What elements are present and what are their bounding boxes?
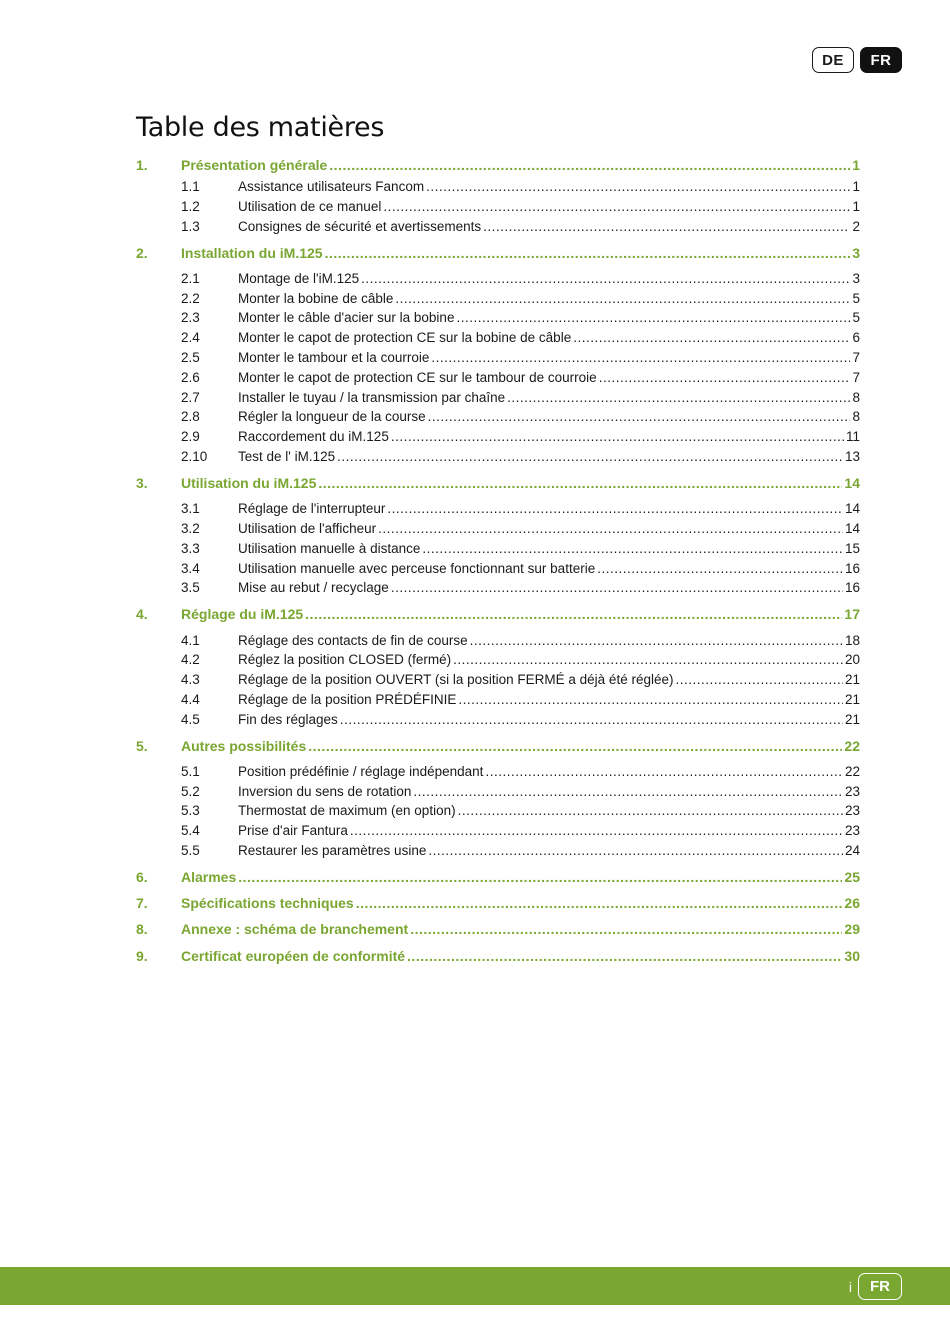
toc-entry-number: 3. — [136, 474, 148, 491]
toc-section-entry[interactable] — [136, 690, 860, 710]
toc-dot-leader — [308, 736, 842, 756]
toc-entry-page: 2 — [852, 218, 860, 234]
toc-entry-number: 8. — [136, 921, 148, 938]
toc-dot-leader — [426, 177, 850, 196]
toc-entry-title: Réglage de la position PRÉDÉFINIE — [238, 691, 457, 707]
toc-entry-page: 26 — [844, 895, 860, 912]
toc-entry-page: 20 — [844, 652, 860, 668]
toc-chapter-entry[interactable] — [136, 946, 860, 972]
toc-entry-number: 5. — [136, 737, 148, 754]
toc-entry-page: 7 — [852, 349, 860, 365]
toc-dot-leader — [318, 473, 842, 493]
toc-entry-title: Utilisation de l'afficheur — [238, 520, 377, 536]
toc-section-entry[interactable] — [136, 348, 860, 368]
toc-entry-page: 11 — [845, 429, 860, 445]
toc-entry-number: 1.1 — [181, 179, 200, 194]
toc-entry-page: 3 — [852, 270, 860, 286]
toc-section-entry[interactable] — [136, 762, 860, 782]
toc-entry-number: 2. — [136, 244, 148, 261]
toc-dot-leader — [485, 762, 843, 781]
toc-entry-title: Assistance utilisateurs Fancom — [238, 179, 425, 194]
toc-entry-page: 25 — [844, 869, 860, 886]
toc-dot-leader — [428, 407, 851, 426]
toc-entry-page: 8 — [852, 389, 860, 405]
footer-bar — [0, 1267, 950, 1305]
toc-entry-page: 16 — [844, 580, 860, 596]
toc-dot-leader — [350, 821, 843, 840]
toc-entry-page: 8 — [852, 409, 860, 425]
toc-entry-page: 22 — [844, 737, 860, 754]
toc-entry-title: Présentation générale — [181, 157, 328, 173]
toc-entry-title: Prise d'air Fantura — [238, 823, 348, 839]
toc-entry-page: 1 — [852, 198, 860, 214]
toc-dot-leader — [238, 867, 842, 887]
toc-chapter-entry[interactable] — [136, 736, 860, 762]
toc-entry-number: 5.3 — [181, 803, 200, 819]
toc-entry-number: 2.2 — [181, 290, 200, 306]
toc-section-entry[interactable] — [136, 269, 860, 289]
toc-entry-title: Utilisation du iM.125 — [181, 474, 317, 491]
toc-entry-title: Inversion du sens de rotation — [238, 783, 412, 799]
toc-entry-page: 1 — [852, 179, 860, 194]
page-title: Table des matières — [136, 112, 385, 143]
toc-entry-title: Réglez la position CLOSED (fermé) — [238, 652, 452, 668]
toc-entry-page: 21 — [844, 711, 860, 727]
toc-section-entry[interactable] — [136, 177, 860, 197]
toc-entry-title: Utilisation de ce manuel — [238, 198, 382, 214]
toc-entry-page: 7 — [852, 369, 860, 385]
language-de-button[interactable]: DE — [812, 47, 854, 73]
language-fr-button[interactable]: FR — [860, 47, 902, 73]
toc-dot-leader — [470, 631, 843, 650]
toc-dot-leader — [391, 427, 844, 446]
toc-section-entry[interactable] — [136, 559, 860, 579]
toc-entry-number: 6. — [136, 869, 148, 886]
toc-entry-number: 2.7 — [181, 389, 200, 405]
toc-dot-leader — [361, 269, 850, 288]
toc-entry-number: 4.5 — [181, 711, 200, 727]
toc-section-entry[interactable] — [136, 841, 860, 867]
toc-entry-title: Spécifications techniques — [181, 895, 354, 912]
toc-entry-number: 9. — [136, 947, 148, 964]
toc-entry-page: 5 — [852, 290, 860, 306]
toc-entry-page: 30 — [844, 947, 860, 964]
toc-entry-page: 23 — [844, 783, 860, 799]
toc-entry-title: Installer le tuyau / la transmission par chaîne — [238, 389, 506, 405]
toc-entry-title: Thermostat de maximum (en option) — [238, 803, 456, 819]
toc-entry-page: 13 — [844, 448, 860, 464]
toc-dot-leader — [407, 946, 842, 966]
toc-entry-number: 1.3 — [181, 218, 200, 234]
toc-dot-leader — [428, 841, 843, 860]
toc-entry-number: 3.4 — [181, 560, 200, 576]
toc-section-entry[interactable] — [136, 217, 860, 243]
toc-section-entry[interactable] — [136, 447, 860, 473]
toc-chapter-entry[interactable] — [136, 155, 860, 177]
toc-entry-title: Réglage des contacts de fin de course — [238, 632, 468, 648]
toc-dot-leader — [453, 650, 843, 669]
footer-language-badge: FR — [858, 1273, 902, 1300]
toc-entry-page: 17 — [844, 606, 860, 623]
toc-entry-number: 4.3 — [181, 672, 200, 688]
toc-entry-number: 7. — [136, 895, 148, 912]
toc-dot-leader — [383, 197, 850, 216]
toc-entry-number: 5.4 — [181, 823, 200, 839]
toc-entry-page: 21 — [844, 672, 860, 688]
toc-entry-title: Utilisation manuelle à distance — [238, 540, 421, 556]
toc-section-entry[interactable] — [136, 578, 860, 604]
toc-entry-number: 1. — [136, 157, 148, 173]
toc-dot-leader — [597, 559, 843, 578]
toc-chapter-entry[interactable] — [136, 893, 860, 919]
toc-section-entry[interactable] — [136, 388, 860, 408]
toc-entry-number: 4.1 — [181, 632, 200, 648]
toc-entry-number: 3.2 — [181, 520, 200, 536]
toc-entry-page: 29 — [844, 921, 860, 938]
toc-entry-title: Raccordement du iM.125 — [238, 429, 389, 445]
toc-dot-leader — [675, 670, 842, 689]
toc-section-entry[interactable] — [136, 427, 860, 447]
toc-dot-leader — [329, 155, 850, 175]
toc-dot-leader — [337, 447, 843, 466]
toc-section-entry[interactable] — [136, 650, 860, 670]
toc-entry-title: Autres possibilités — [181, 737, 307, 754]
toc-entry-title: Montage de l'iM.125 — [238, 270, 360, 286]
toc-entry-page: 14 — [844, 501, 860, 517]
toc-entry-page: 22 — [844, 763, 860, 779]
toc-entry-title: Monter le capot de protection CE sur le tambour de courroie — [238, 369, 597, 385]
toc-dot-leader — [456, 308, 850, 327]
toc-section-entry[interactable] — [136, 539, 860, 559]
toc-entry-title: Fin des réglages — [238, 711, 338, 727]
toc-section-entry[interactable] — [136, 368, 860, 388]
toc-entry-page: 21 — [844, 691, 860, 707]
toc-section-entry[interactable] — [136, 782, 860, 802]
toc-entry-title: Consignes de sécurité et avertissements — [238, 218, 482, 234]
toc-dot-leader — [573, 328, 850, 347]
toc-dot-leader — [378, 519, 843, 538]
toc-dot-leader — [413, 782, 843, 801]
toc-dot-leader — [395, 289, 850, 308]
toc-entry-title: Régler la longueur de la course — [238, 409, 426, 425]
toc-entry-page: 14 — [844, 520, 860, 536]
toc-entry-page: 14 — [844, 474, 860, 491]
toc-entry-number: 2.3 — [181, 310, 200, 326]
toc-chapter-entry[interactable] — [136, 919, 860, 945]
toc-entry-title: Certificat européen de conformité — [181, 947, 406, 964]
toc-entry-number: 4.2 — [181, 652, 200, 668]
toc-entry-number: 2.6 — [181, 369, 200, 385]
language-switcher — [812, 47, 902, 73]
toc-dot-leader — [507, 388, 850, 407]
toc-section-entry[interactable] — [136, 710, 860, 736]
toc-chapter-entry[interactable] — [136, 473, 860, 499]
toc-section-entry[interactable] — [136, 328, 860, 348]
toc-entry-number: 1.2 — [181, 198, 200, 214]
toc-dot-leader — [391, 578, 843, 597]
toc-entry-page: 5 — [852, 310, 860, 326]
toc-entry-page: 15 — [844, 540, 860, 556]
toc-dot-leader — [340, 710, 843, 729]
toc-entry-title: Restaurer les paramètres usine — [238, 843, 427, 859]
toc-entry-page: 3 — [852, 244, 860, 261]
toc-entry-title: Monter le câble d'acier sur la bobine — [238, 310, 455, 326]
toc-entry-page: 16 — [844, 560, 860, 576]
toc-entry-page: 24 — [844, 843, 860, 859]
toc-entry-number: 2.10 — [181, 448, 208, 464]
toc-entry-number: 3.5 — [181, 580, 200, 596]
toc-entry-title: Réglage de l'interrupteur — [238, 501, 386, 517]
toc-entry-title: Monter le tambour et la courroie — [238, 349, 430, 365]
toc-entry-number: 2.9 — [181, 429, 200, 445]
toc-entry-number: 3.3 — [181, 540, 200, 556]
toc-entry-number: 5.5 — [181, 843, 200, 859]
footer-page-number: i — [848, 1279, 852, 1295]
toc-section-entry[interactable] — [136, 499, 860, 519]
toc-entry-title: Alarmes — [181, 869, 237, 886]
toc-section-entry[interactable] — [136, 308, 860, 328]
toc-dot-leader — [410, 919, 842, 939]
toc-dot-leader — [431, 348, 850, 367]
toc-entry-number: 2.8 — [181, 409, 200, 425]
toc-entry-page: 6 — [852, 330, 860, 346]
toc-dot-leader — [325, 243, 851, 263]
toc-entry-title: Test de l' iM.125 — [238, 448, 336, 464]
toc-dot-leader — [483, 217, 850, 236]
toc-chapter-entry[interactable] — [136, 604, 860, 630]
toc-entry-title: Réglage de la position OUVERT (si la position FERMÉ a déjà été réglée) — [238, 672, 674, 688]
toc-dot-leader — [356, 893, 843, 913]
toc-entry-page: 1 — [852, 157, 860, 173]
toc-entry-page: 18 — [844, 632, 860, 648]
toc-entry-title: Monter le capot de protection CE sur la bobine de câble — [238, 330, 572, 346]
toc-section-entry[interactable] — [136, 407, 860, 427]
toc-entry-title: Mise au rebut / recyclage — [238, 580, 389, 596]
toc-entry-title: Position prédéfinie / réglage indépendant — [238, 763, 484, 779]
toc-entry-number: 3.1 — [181, 501, 200, 517]
toc-entry-number: 2.4 — [181, 330, 200, 346]
toc-entry-number: 4.4 — [181, 691, 200, 707]
toc-section-entry[interactable] — [136, 821, 860, 841]
toc-entry-number: 2.5 — [181, 349, 200, 365]
table-of-contents — [136, 155, 860, 972]
toc-entry-number: 4. — [136, 606, 148, 623]
toc-entry-title: Annexe : schéma de branchement — [181, 921, 409, 938]
toc-entry-title: Réglage du iM.125 — [181, 606, 304, 623]
toc-chapter-entry[interactable] — [136, 243, 860, 269]
toc-dot-leader — [458, 690, 843, 709]
toc-section-entry[interactable] — [136, 519, 860, 539]
toc-entry-number: 5.2 — [181, 783, 200, 799]
toc-dot-leader — [422, 539, 843, 558]
toc-entry-page: 23 — [844, 823, 860, 839]
toc-entry-number: 5.1 — [181, 763, 200, 779]
toc-entry-title: Utilisation manuelle avec perceuse fonctionnant sur batterie — [238, 560, 596, 576]
toc-section-entry[interactable] — [136, 289, 860, 309]
toc-entry-page: 23 — [844, 803, 860, 819]
toc-dot-leader — [458, 801, 843, 820]
toc-section-entry[interactable] — [136, 801, 860, 821]
toc-section-entry[interactable] — [136, 670, 860, 690]
toc-chapter-entry[interactable] — [136, 867, 860, 893]
toc-entry-title: Monter la bobine de câble — [238, 290, 394, 306]
toc-entry-title: Installation du iM.125 — [181, 244, 323, 261]
toc-section-entry[interactable] — [136, 197, 860, 217]
toc-entry-number: 2.1 — [181, 270, 200, 286]
toc-dot-leader — [387, 499, 843, 518]
toc-dot-leader — [599, 368, 851, 387]
toc-dot-leader — [305, 604, 842, 624]
toc-section-entry[interactable] — [136, 631, 860, 651]
